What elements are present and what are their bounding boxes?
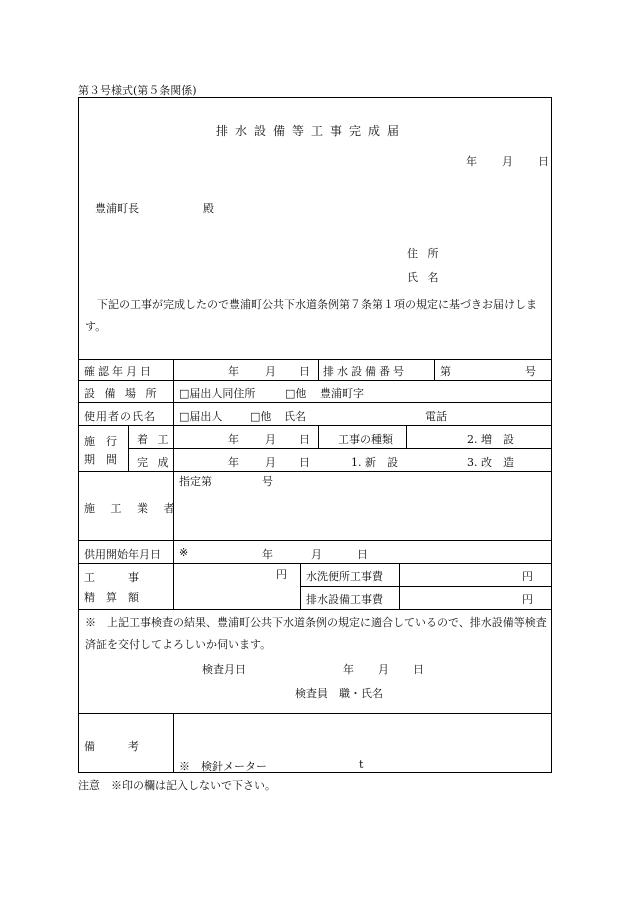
divider — [318, 359, 319, 380]
form-title: 排水設備等工事完成届 — [216, 124, 407, 138]
cost-label-2: 精 算 額 — [84, 591, 139, 604]
divider — [173, 713, 174, 773]
location-same-checkbox[interactable]: □届出人同住所 — [179, 387, 256, 400]
user-applicant-checkbox[interactable]: □届出人 — [179, 410, 223, 423]
number-suffix: 号 — [525, 365, 536, 378]
date-day: 日 — [538, 155, 549, 168]
divider — [399, 563, 400, 609]
meter-label: ※ 検針メーター — [179, 760, 267, 773]
date-year: 年 — [466, 155, 477, 168]
cost-label-1: 工 事 — [84, 571, 139, 584]
divider — [300, 563, 301, 609]
toilet-cost-yen: 円 — [522, 570, 533, 583]
service-start-label: 供用開始年月日 — [84, 548, 161, 561]
divider — [173, 359, 174, 609]
finish-year: 年 — [228, 456, 239, 469]
declaration-text: 下記の工事が完成したので豊浦町公共下水道条例第７条第１項の規定に基づきお届けします。 — [85, 298, 537, 333]
toilet-cost-label: 水洗便所工事費 — [306, 570, 383, 583]
finish-month: 月 — [265, 456, 276, 469]
divider — [78, 402, 552, 403]
construction-label-1: 施 行 — [84, 435, 117, 448]
location-town: 豊浦町字 — [320, 387, 364, 400]
service-day: 日 — [357, 548, 368, 561]
construction-start-label: 着 工 — [137, 433, 172, 446]
drain-cost-label: 排水設備工事費 — [306, 593, 383, 606]
divider — [78, 359, 552, 360]
service-month: 月 — [311, 548, 322, 561]
drainage-number-label: 排水設備番号 — [323, 365, 407, 378]
user-other-checkbox[interactable]: □他 — [250, 410, 272, 423]
start-day: 日 — [299, 433, 310, 446]
divider — [78, 609, 552, 610]
divider — [128, 425, 129, 471]
start-year: 年 — [228, 433, 239, 446]
form-label: 第３号様式(第５条関係) — [78, 84, 197, 97]
contractor-designated-label: 指定第 — [179, 475, 212, 488]
inspection-note: ※ 上記工事検査の結果、豊浦町公共下水道条例の規定に適合しているので、排水設備等検査済証を交付してよろしいか伺います。 — [85, 616, 547, 651]
drain-cost-yen: 円 — [522, 593, 533, 606]
construction-finish-label: 完 成 — [137, 456, 172, 469]
divider — [78, 563, 552, 564]
location-label: 設 備 場 所 — [84, 387, 160, 400]
user-name-field-label: 氏名 — [284, 410, 306, 423]
remarks-label: 備 考 — [84, 740, 139, 753]
divider — [78, 425, 552, 426]
cost-total-yen: 円 — [276, 568, 287, 581]
divider — [300, 586, 552, 587]
start-month: 月 — [265, 433, 276, 446]
inspection-month: 月 — [378, 663, 389, 676]
divider — [78, 713, 552, 714]
addressee-honorific: 殿 — [203, 202, 214, 215]
service-year: 年 — [262, 548, 273, 561]
divider — [78, 471, 552, 472]
confirm-day: 日 — [299, 365, 310, 378]
confirm-date-label: 確認年月日 — [84, 365, 154, 378]
inspector-label: 検査員 職・氏名 — [295, 687, 383, 700]
number-prefix: 第 — [440, 365, 451, 378]
location-other-checkbox[interactable]: □他 — [285, 387, 307, 400]
divider — [78, 540, 552, 541]
divider — [78, 380, 552, 381]
finish-day: 日 — [299, 456, 310, 469]
inspection-year: 年 — [343, 663, 354, 676]
divider — [406, 425, 407, 448]
service-start-mark: ※ — [179, 546, 189, 559]
kind-renovation[interactable]: 3. 改 造 — [467, 456, 514, 469]
user-name-label: 使用者の氏名 — [84, 410, 156, 423]
kind-new[interactable]: 1. 新 設 — [351, 456, 398, 469]
construction-kind-label: 工事の種類 — [338, 433, 393, 446]
kind-extension[interactable]: 2. 増 設 — [467, 433, 514, 446]
confirm-year: 年 — [228, 365, 239, 378]
construction-label-2: 期 間 — [84, 453, 117, 466]
inspection-day: 日 — [413, 663, 424, 676]
inspection-date-label: 検査月日 — [202, 663, 246, 676]
footer-note: 注意 ※印の欄は記入しないで下さい。 — [78, 779, 276, 792]
contractor-label: 施 工 業 者 — [84, 502, 181, 515]
divider — [128, 448, 552, 449]
contractor-number-suffix: 号 — [262, 475, 273, 488]
address-label: 住 所 — [407, 247, 442, 260]
divider — [318, 425, 319, 448]
date-month: 月 — [502, 155, 513, 168]
user-phone-label: 電話 — [425, 410, 447, 423]
confirm-month: 月 — [265, 365, 276, 378]
addressee-name: 豊浦町長 — [95, 202, 139, 215]
divider — [434, 359, 435, 380]
name-label: 氏 名 — [407, 271, 442, 284]
meter-unit: t — [359, 758, 364, 771]
